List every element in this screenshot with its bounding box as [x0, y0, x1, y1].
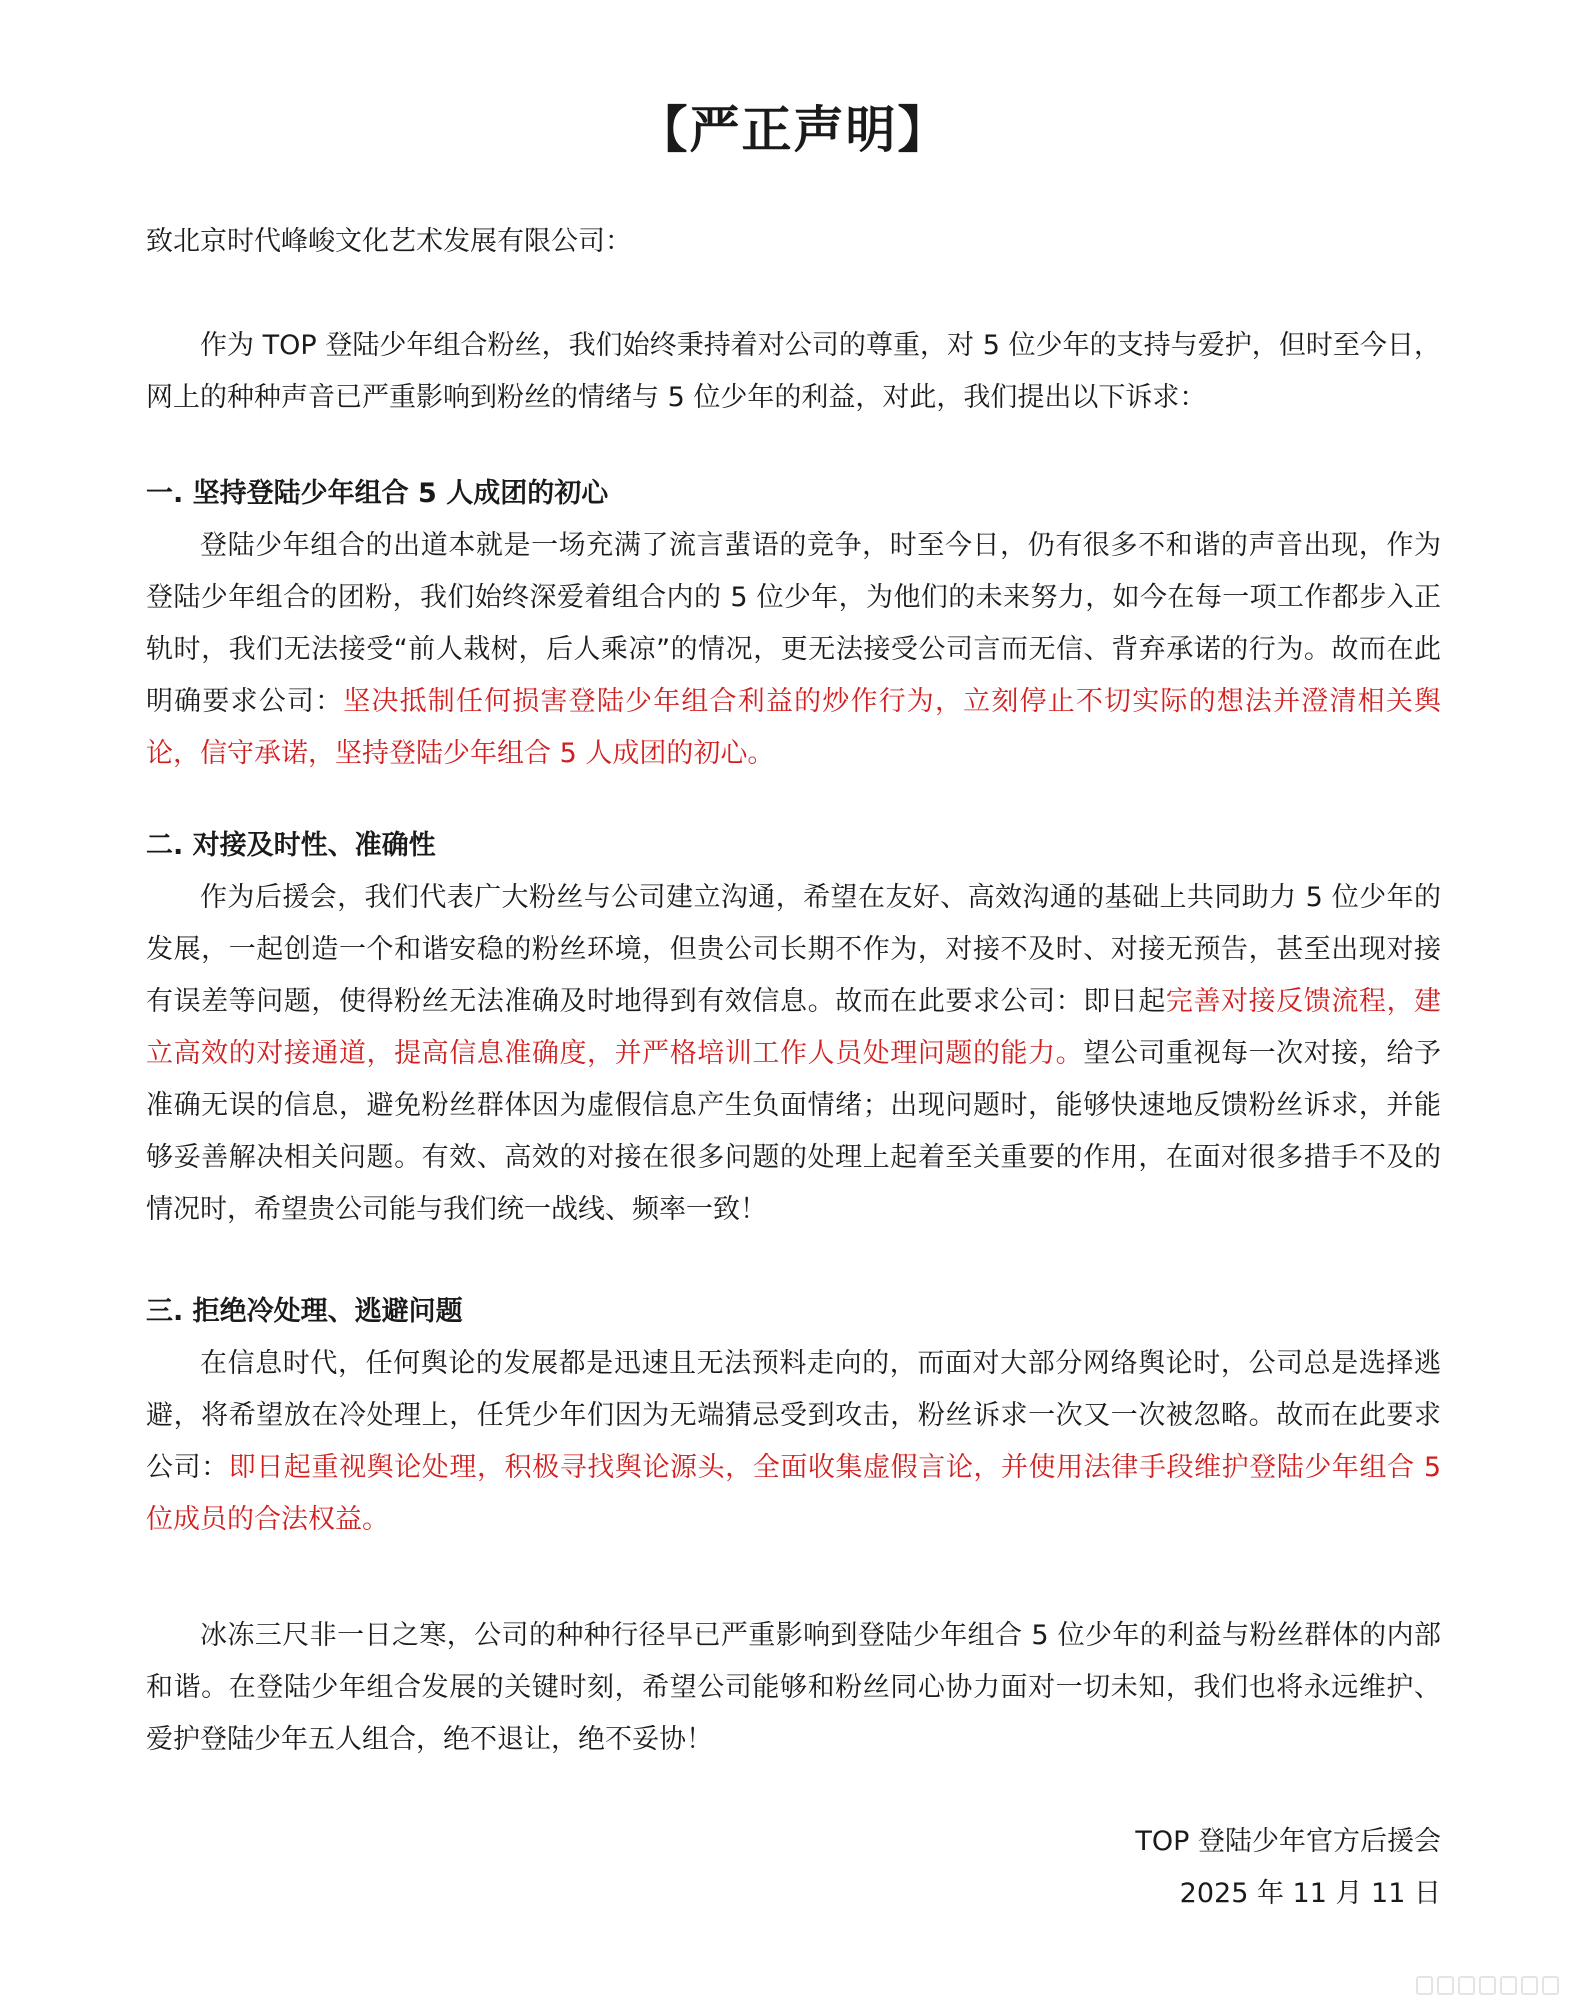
section-3-text: 在信息时代，任何舆论的发展都是迅速且无法预料走向的，而面对大部分网络舆论时，公司总是选择逃避，将希望放在冷处理上，任凭少年们因为无端猜忌受到攻击，粉丝诉求一次又一次被忽略。故而在此要求公司： — [146, 1348, 1441, 1483]
section-2-demand: 完善对接反馈流程，建立高效的对接通道，提高信息准确度，并严格培训工作人员处理问题的能力。 — [146, 986, 1442, 1069]
closing-paragraph — [146, 1610, 1441, 1766]
salutation — [146, 216, 1441, 268]
watermark-mark — [1500, 1976, 1517, 1995]
section-3-demand: 即日起重视舆论处理，积极寻找舆论源头，全面收集虚假言论，并使用法律手段维护登陆少年组合 5 位成员的合法权益。 — [146, 1452, 1442, 1535]
section-1 — [146, 468, 1441, 780]
signature-block — [1135, 1816, 1441, 1920]
section-1-heading: 一. 坚持登陆少年组合 5 人成团的初心 — [146, 478, 609, 509]
watermark — [1416, 1976, 1559, 1995]
section-2-heading: 二. 对接及时性、准确性 — [146, 830, 436, 861]
signature-org: TOP 登陆少年官方后援会 — [1135, 1826, 1441, 1857]
closing-text: 冰冻三尺非一日之寒，公司的种种行径早已严重影响到登陆少年组合 5 位少年的利益与粉丝群体的内部和谐。在登陆少年组合发展的关键时刻，希望公司能够和粉丝同心协力面对一切未知，我们也将永远维护、爱护登陆少年五人组合，绝不退让，绝不妥协！ — [146, 1620, 1441, 1755]
section-2-text: 作为后援会，我们代表广大粉丝与公司建立沟通，希望在友好、高效沟通的基础上共同助力 5 位少年的发展，一起创造一个和谐安稳的粉丝环境，但贵公司长期不作为，对接不及时、对接无预告，甚至出现对接有误差等问题，使得粉丝无法准确及时地得到有效信息。故而在此要求公司：即日起 — [146, 882, 1441, 1017]
section-2-body — [146, 872, 1441, 1236]
section-2 — [146, 820, 1441, 1236]
section-3-body — [146, 1338, 1441, 1546]
signature-date: 2025 年 11 月 11 日 — [1179, 1878, 1441, 1909]
section-2-text-after: 望公司重视每一次对接，给予准确无误的信息，避免粉丝群体因为虚假信息产生负面情绪；出现问题时，能够快速地反馈粉丝诉求，并能够妥善解决相关问题。有效、高效的对接在很多问题的处理上起着至关重要的作用，在面对很多措手不及的情况时，希望贵公司能与我们统一战线、频率一致！ — [146, 1038, 1442, 1225]
watermark-mark — [1542, 1976, 1559, 1995]
salutation-text: 致北京时代峰峻文化艺术发展有限公司： — [146, 226, 632, 257]
intro-text: 作为 TOP 登陆少年组合粉丝，我们始终秉持着对公司的尊重，对 5 位少年的支持与爱护，但时至今日，网上的种种声音已严重影响到粉丝的情绪与 5 位少年的利益，对此，我们提出以下诉求： — [146, 330, 1441, 413]
watermark-mark — [1521, 1976, 1538, 1995]
intro-paragraph — [146, 320, 1441, 424]
section-1-text: 登陆少年组合的出道本就是一场充满了流言蜚语的竞争，时至今日，仍有很多不和谐的声音出现，作为登陆少年组合的团粉，我们始终深爱着组合内的 5 位少年，为他们的未来努力，如今在每一项工作都步入正轨时，我们无法接受“前人栽树，后人乘凉”的情况，更无法接受公司言而无信、背弃承诺的行为。故而在此明确要求公司： — [146, 530, 1441, 717]
section-1-demand: 坚决抵制任何损害登陆少年组合利益的炒作行为，立刻停止不切实际的想法并澄清相关舆论，信守承诺，坚持登陆少年组合 5 人成团的初心。 — [146, 686, 1442, 769]
page-title: 【严正声明】 — [637, 101, 950, 159]
section-3 — [146, 1286, 1441, 1546]
section-1-body — [146, 520, 1441, 780]
watermark-mark — [1416, 1976, 1433, 1995]
watermark-mark — [1458, 1976, 1475, 1995]
watermark-mark — [1479, 1976, 1496, 1995]
section-3-heading: 三. 拒绝冷处理、逃避问题 — [146, 1296, 463, 1327]
watermark-mark — [1437, 1976, 1454, 1995]
